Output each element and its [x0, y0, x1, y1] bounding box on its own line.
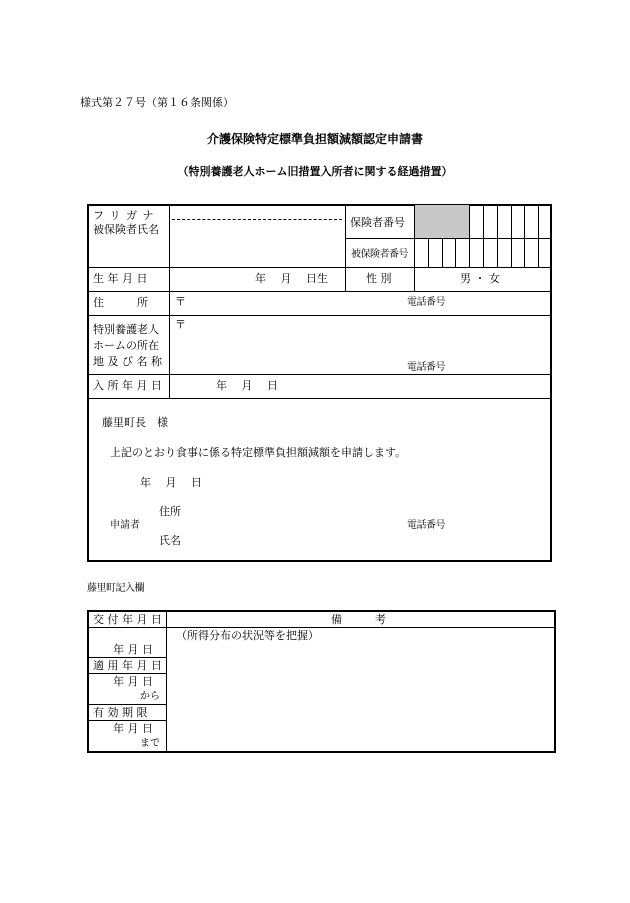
- declaration-date[interactable]: 年 月 日: [140, 476, 202, 489]
- insured-name-label: 被保険者氏名: [93, 223, 159, 236]
- from-label: から: [140, 691, 160, 702]
- facility-label-line-3: 地 及 び 名 称: [93, 355, 162, 368]
- addressee: 藤里町長 様: [102, 416, 168, 429]
- address-label: 住 所: [93, 296, 148, 309]
- form-number: 様式第２７号（第１６条関係）: [80, 96, 234, 109]
- town-row-divider: [88, 720, 166, 721]
- admission-date-field[interactable]: 年 月 日: [216, 379, 278, 392]
- sex-label: 性 別: [366, 272, 392, 285]
- row-divider-facility: [88, 315, 551, 316]
- facility-label-line-1: 特別養護老人: [93, 323, 159, 336]
- applicant-name-label: 氏名: [159, 534, 181, 547]
- town-table-column-divider: [166, 611, 167, 751]
- insured-number-cell-divider: [538, 238, 539, 267]
- insured-name-field[interactable]: [172, 222, 342, 266]
- insurer-number-shaded-cells: [415, 205, 469, 238]
- table-inner-divider: [345, 205, 346, 291]
- insurer-number-cell-divider: [469, 205, 470, 238]
- row-divider-birthdate: [88, 267, 551, 268]
- remarks-label: 備 考: [331, 613, 386, 626]
- issue-date-field[interactable]: 年 月 日: [113, 643, 153, 656]
- admission-date-label: 入 所 年 月 日: [93, 379, 162, 392]
- form-subtitle: （特別養護老人ホーム旧措置入所者に関する経過措置）: [177, 165, 453, 178]
- row-divider-declaration: [88, 398, 551, 399]
- town-table-header-divider: [88, 627, 554, 628]
- remarks-field[interactable]: [170, 644, 550, 748]
- insurer-number-label: 保険者番号: [350, 216, 405, 229]
- facility-label-line-2: ホームの所在: [93, 339, 159, 352]
- insured-number-cell-divider: [442, 238, 443, 267]
- town-section-heading: 藤里町記入欄: [87, 583, 144, 594]
- town-row-divider: [88, 673, 166, 674]
- insured-number-cell-divider: [524, 238, 525, 267]
- insured-number-cell-divider: [469, 238, 470, 267]
- issue-date-label: 交 付 年 月 日: [93, 613, 162, 626]
- sex-value-divider: [414, 267, 415, 291]
- insured-number-cell-divider: [511, 238, 512, 267]
- insured-number-cell-divider: [497, 238, 498, 267]
- address-phone-label: 電話番号: [407, 297, 445, 308]
- declaration-statement: 上記のとおり食事に係る特定標準負担額減額を申請します。: [110, 446, 407, 459]
- insurer-number-cell-divider: [483, 205, 484, 238]
- address-field[interactable]: [186, 293, 396, 313]
- furigana-dashed-line: [172, 219, 342, 220]
- form-title: 介護保険特定標準負担額減額認定申請書: [206, 132, 423, 146]
- validity-label: 有 効 期 限: [93, 706, 148, 719]
- birthdate-label: 生 年 月 日: [93, 272, 148, 285]
- applicant-phone-label: 電話番号: [407, 520, 445, 531]
- town-row-divider: [88, 657, 166, 658]
- effective-date-label: 適 用 年 月 日: [93, 659, 162, 672]
- town-row-divider: [88, 704, 166, 705]
- furigana-field[interactable]: [172, 206, 342, 218]
- table-label-column-divider: [169, 205, 170, 399]
- number-row-divider: [345, 238, 551, 239]
- applicant-address-label: 住所: [159, 505, 181, 518]
- facility-postal-mark: 〒: [175, 318, 186, 331]
- row-divider-address: [88, 291, 551, 292]
- applicant-label: 申請者: [110, 520, 140, 531]
- facility-address-field[interactable]: [186, 318, 546, 356]
- insurer-number-cell-divider: [497, 205, 498, 238]
- until-label: まで: [140, 738, 160, 749]
- row-divider-admission: [88, 374, 551, 375]
- remarks-note: （所得分布の状況等を把握）: [176, 629, 319, 642]
- insured-number-cell-divider: [483, 238, 484, 267]
- insurer-number-cell-divider: [538, 205, 539, 238]
- furigana-label: フ リ ガ ナ: [93, 209, 155, 222]
- validity-date-field[interactable]: 年 月 日: [113, 722, 153, 735]
- sex-selection[interactable]: 男 ・ 女: [460, 272, 500, 285]
- insured-number-cell-divider: [455, 238, 456, 267]
- insurer-number-cell-divider: [524, 205, 525, 238]
- postal-mark: 〒: [175, 295, 186, 308]
- insured-number-label: 被保険者番号: [351, 249, 408, 260]
- birthdate-field[interactable]: 年 月 日生: [255, 272, 328, 285]
- facility-phone-label: 電話番号: [407, 362, 445, 373]
- effective-date-field[interactable]: 年 月 日: [113, 675, 153, 688]
- insured-number-cell-divider: [428, 238, 429, 267]
- insurer-number-cell-divider: [511, 205, 512, 238]
